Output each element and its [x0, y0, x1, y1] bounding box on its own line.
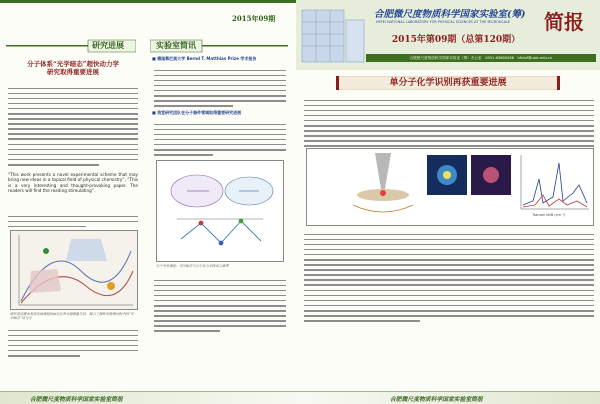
news-body-3 — [154, 276, 286, 336]
issue-label: 2015年09期 — [232, 14, 276, 23]
footer-right: 合肥微尺度物质科学国家实验室简报 — [390, 397, 483, 403]
news-bullet-1 — [152, 56, 288, 61]
feature-figure — [306, 148, 594, 226]
column-news — [146, 0, 292, 404]
news-bullet-2 — [152, 110, 288, 115]
lab-chinese-name: 合肥微尺度物质科学国家实验室(筹) — [374, 9, 526, 20]
issue-line: 2015年第09期（总第120期） — [391, 35, 521, 45]
footer-left: 合肥微尺度物质科学国家实验室简报 — [30, 397, 123, 403]
section-banner-research — [6, 38, 136, 52]
news-bullet-1-text: 德国慕尼黑大学 Bernd T. Matthias Prize 学术报告 — [157, 56, 257, 61]
section-banner-news — [150, 38, 288, 52]
article-title-line1: 分子体系“光学暗态”超快动力学 — [27, 60, 119, 68]
news-bullet-2-text: 我室研究团队在分子器件领域取得重要研究进展 — [157, 110, 242, 115]
news-figure — [156, 160, 284, 262]
news-body-1 — [154, 66, 286, 110]
news-body-2 — [154, 120, 286, 159]
headline: 单分子化学识别再获重要进展 — [389, 78, 507, 88]
feature-body-1 — [304, 96, 594, 150]
article-body-3 — [8, 326, 138, 360]
column-research — [0, 0, 146, 404]
review-quote: “This work presents a novel experimental scheme that may bring new ideas in a topical field of physical chemistry”, “This is a very interesting and thought-provoking paper. The readers will find the reading stimulating”. — [8, 172, 138, 193]
column-feature — [296, 0, 600, 404]
bullet-icon: ■ — [152, 56, 158, 61]
chart-xlabel: Raman shift (cm⁻¹) — [533, 213, 566, 217]
article-title — [6, 60, 140, 76]
section-label-news: 实验室简讯 — [156, 40, 196, 50]
article-title-line2: 研究取得重要进展 — [47, 68, 99, 76]
article-body-1 — [8, 84, 138, 169]
research-figure — [10, 230, 138, 310]
info-bar-text: 合肥微尺度物质科学国家实验室（筹）办公室 0551-63600458 hfnlof@ustc.edu.cn — [409, 56, 553, 60]
energy-diagram-icon — [11, 231, 137, 309]
lab-english-name: HEFEI NATIONAL LABORATORY FOR PHYSICAL SCIENCES AT THE MICROSCALE — [376, 20, 511, 24]
news-figure-caption: 分子光电调控：光学暗态与分子动力学体系示意图 — [156, 264, 229, 268]
article-body-2 — [8, 212, 138, 231]
headline-box — [336, 76, 560, 90]
brand-title: 简报 — [544, 10, 584, 34]
feature-body-2 — [304, 230, 594, 325]
bullet-icon: ■ — [152, 110, 158, 115]
section-label-research: 研究进展 — [92, 40, 124, 50]
molecular-diagram-icon — [157, 161, 283, 261]
research-figure-caption: 研究首次提出利用光场调控的原位红外光谱测量方法，揭示了超快光物理过程中的“光学暗态”动力学 — [10, 312, 134, 321]
